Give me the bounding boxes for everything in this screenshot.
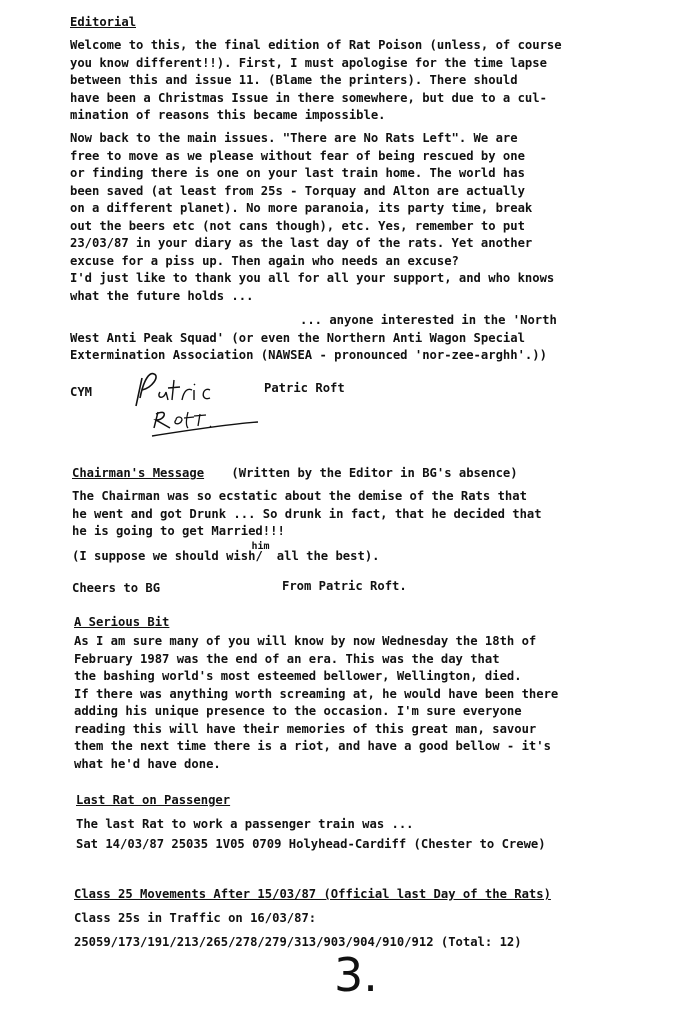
editorial-line: I'd just like to thank you all for all your support, and who knows xyxy=(70,271,555,285)
editorial-line: Welcome to this, the final edition of Rat Poison (unless, of course xyxy=(70,38,562,52)
chairman-line: The Chairman was so ecstatic about the demise of the Rats that xyxy=(72,489,527,503)
editorial-line: ... anyone interested in the 'North xyxy=(300,313,557,327)
chairman-heading: Chairman's Message xyxy=(72,466,205,480)
editorial-line: mination of reasons this became impossible. xyxy=(70,108,386,122)
signoff-text: CYM xyxy=(70,385,93,399)
serious-line: reading this will have their memories of this great man, savour xyxy=(74,721,537,736)
last-rat-heading-row xyxy=(76,792,230,810)
serious-line: the bashing world's most esteemed bellower, Wellington, died. xyxy=(74,669,522,683)
editorial-line: Extermination Association (NAWSEA - pronounced 'nor-zee-arghh'.)) xyxy=(70,348,547,362)
serious-line: February 1987 was the end of an era. This was the day that xyxy=(74,651,500,666)
editorial-line: West Anti Peak Squad' (or even the Northern Anti Wagon Special xyxy=(70,330,525,345)
chairman-wish-insert: him xyxy=(251,541,270,552)
signature-image xyxy=(130,368,270,438)
chairman-wish-end: all the best). xyxy=(269,549,380,563)
serious-line: them the next time there is a riot, and have a good bellow - it's xyxy=(74,739,551,753)
chairman-line: he is going to get Married!!! xyxy=(72,524,285,538)
editorial-line: between this and issue 11. (Blame the printers). There should xyxy=(70,73,518,87)
chairman-para2: (I suppose we should wish him / all the best). xyxy=(72,548,380,566)
serious-heading: A Serious Bit xyxy=(74,615,170,629)
editorial-section xyxy=(70,14,136,32)
editorial-line: out the beers etc (not cans though), etc. Yes, remember to put xyxy=(70,218,525,233)
serious-line: As I am sure many of you will know by now Wednesday the 18th of xyxy=(74,634,537,648)
serious-line: If there was anything worth screaming at, he would have been there xyxy=(74,686,559,701)
editorial-heading: Editorial xyxy=(70,15,137,29)
editorial-para1 xyxy=(70,37,632,125)
last-rat-line2: Sat 14/03/87 25035 1V05 0709 Holyhead-Cardiff (Chester to Crewe) xyxy=(76,837,546,851)
editorial-line: you know different!!). First, I must apologise for the time lapse xyxy=(70,55,547,70)
typed-name: Patric Roft xyxy=(264,381,345,395)
editorial-line: have been a Christmas Issue in there somewhere, but due to a cul- xyxy=(70,90,547,105)
class25-line2: 25059/173/191/213/265/278/279/313/903/904/910/912 (Total: 12) xyxy=(74,935,522,949)
chairman-line: he went and got Drunk ... So drunk in fact, that he decided that xyxy=(72,506,542,521)
last-rat-heading: Last Rat on Passenger xyxy=(76,793,231,807)
editorial-line: been saved (at least from 25s - Torquay and Alton are actually xyxy=(70,183,525,198)
editorial-line: free to move as we please without fear of being rescued by one xyxy=(70,148,525,163)
editorial-line: on a different planet). No more paranoia, its party time, break xyxy=(70,201,533,215)
editorial-para2 xyxy=(70,130,632,270)
chairman-subtitle: (Written by the Editor in BG's absence) xyxy=(231,466,518,480)
chairman-para1 xyxy=(72,488,634,541)
serious-line: adding his unique presence to the occasion. I'm sure everyone xyxy=(74,704,522,718)
editorial-line: or finding there is one on your last train home. The world has xyxy=(70,166,525,180)
editorial-line: 23/03/87 in your diary as the last day of the rats. Yet another xyxy=(70,236,533,250)
editorial-line: excuse for a piss up. Then again who needs an excuse? xyxy=(70,253,459,268)
from-text: From Patric Roft. xyxy=(282,579,407,593)
handwritten-signature xyxy=(130,368,270,445)
serious-line: what he'd have done. xyxy=(74,756,221,771)
editorial-para4 xyxy=(70,312,632,365)
editorial-line: what the future holds ... xyxy=(70,288,254,303)
class25-heading: Class 25 Movements After 15/03/87 (Official last Day of the Rats) xyxy=(74,887,551,901)
class25-heading-row xyxy=(74,886,551,904)
editorial-line: Now back to the main issues. "There are No Rats Left". We are xyxy=(70,131,518,145)
editorial-para3 xyxy=(70,270,632,305)
last-rat-line1: The last Rat to work a passenger train was ... xyxy=(76,817,414,831)
chairman-heading-row xyxy=(72,465,518,483)
chairman-wish-text: (I suppose we should wish xyxy=(72,549,256,563)
serious-para xyxy=(74,633,636,773)
cheers-text: Cheers to BG xyxy=(72,581,161,595)
serious-heading-row xyxy=(74,614,169,632)
page-number: 3. xyxy=(334,948,378,1002)
class25-line1: Class 25s in Traffic on 16/03/87: xyxy=(74,911,317,925)
